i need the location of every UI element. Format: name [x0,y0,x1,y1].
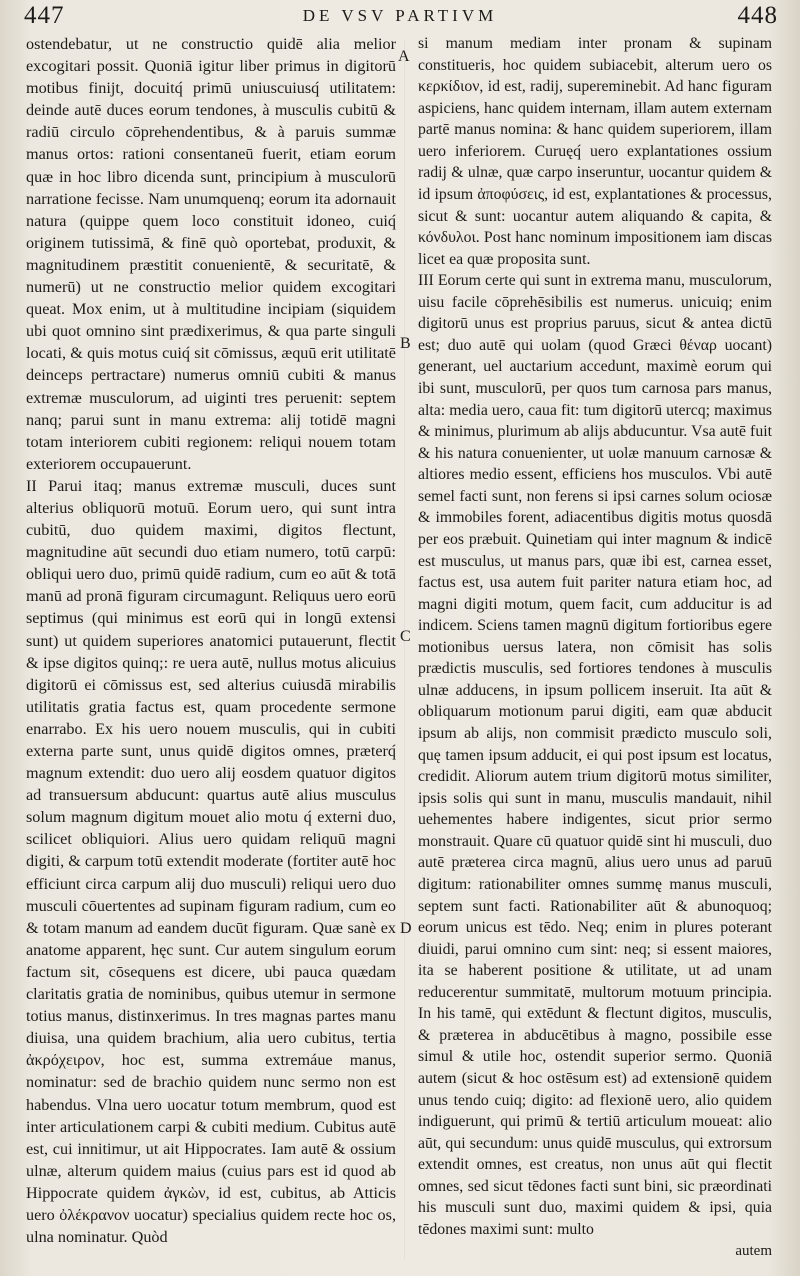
running-title: DE VSV PARTIVM [302,6,498,25]
paragraph-left-2: II Parui itaq; manus extremæ musculi, duces sunt alterius obliquorū motuū. Eorum uero, qui sunt intra cubitū, duo quidem maximi, digitos flectunt, magnitudine aūt secundi duo etiam numero, totū carpū: obliqui uero duo, primū quidē radium, cum eo aūt & totā manū ad pronā figuram circumagunt. Reliquus uero eorū septimus (qui minimus est eorū qui in longū extensi sunt) ut quidem superiores anatomici putauerunt, flectit & ipse digitos quinq;: re uera autē, nullus motus alicuius digitorū ei cōmissus est, sed alterius cuiusdā mirabilis utilitatis gratia factus est, quam procedente sermone enarrabo. Ex his uero nouem musculis, qui in cubiti externa parte sunt, unus quidē digitos omnes, præterq́ magnum extendit: duo uero alij eosdem quatuor digitos ad transuersum abducunt: quartus autē alius musculus solum magnum digitum mouet alio motu q́ externi duo, scilicet obliquiori. Alius uero quidam reliquū magni digiti, & carpum totū extendit moderate (fortiter autē hoc efficiunt circa carpum alij duo musculi) reliqui uero duo musculi cōuertentes ad supinam figuram radium, cum eo & totam manum ad eandem ducūt figuram. Quæ sanè ex anatome apparent, hęc sunt. Cur autem singulum eorum factum sit, cōsequens est dicere, ubi pauca quædam claritatis gratia de nominibus, quibus utemur in sermone totius manus, distinxerimus. In tres magnas partes manu diuisa, una quidem brachium, alia uero cubitus, tertia ἀκρόχειρον, hoc est, summa extremáue manus, nominatur: sed de brachio quidem nunc sermo non est habendus. Vlna uero uocatur totum membrum, quod est inter articulationem carpi & cubiti medium. Cubitus autē est, cui innitimur, ut ait Hippocrates. Iam autē & ossium ulnæ, alterum quidem maius (cuius pars est id quod ab Hippocrate quidem ἀγκὼν, id est, cubitus, ab Atticis uero ὀλέκρανον uocatur) specialius quidem recte hoc os, ulna nominatur. Quòd [26,476,396,1247]
paragraph-right-1: si manum mediam inter pronam & supinam constitueris, hoc quidem subiacebit, alterum uero os κερκίδιον, id est, radij, supereminebit. Ad hanc figuram aspiciens, hanc quidem internam, illam autem externam partē manus nomina: & hanc quidem superiorem, illam uero inferiorem. Curuęq́ uero explantationes ossium radij & ulnæ, quæ carpo inseruntur, uocantur quidem & id ipsum ἀποφύσεις, id est, explantationes & processus, sicut & sunt: uocantur autem aliquando & capita, & κόνδυλοι. Post hanc nominum impositionem iam discas licet ea quæ proposita sunt. [418,35,772,268]
left-text-column [26,33,396,1248]
page-header [0,2,800,36]
paragraph-left-1: ostendebatur, ut ne constructio quidē alia melior excogitari possit. Quoniā igitur liber primus in digitorū motibus finijt, docuitq́ primū uniuscuiusq́ utilitatem: deinde autē duces eorum tendones, à musculis cubitū & radiū circulo cōprehendentibus, & à paruis summæ manus ortos: rationi consentaneū fuerit, etiam eorum quæ in hoc libro dicenda sunt, principium à musculorū narratione fecisse. Nam unumquenq; eorum ita adornauit natura (quippe quem loco constituit idoneo, cuiq́ originem tutissimā, & finē quò oportebat, produxit, & magnitudinem præstitit conuenientē, & securitatē, & numerū) ut ne constructio melior quidem excogitari queat. Mox enim, ut à multitudine incipiam (siquidem ubi quot omnino sint prædixerimus, & qua parte singuli locati, & quis motus cuiq́ sit cōmissus, æquū erit utilitatē deinceps pertractare) numerus omniū cubiti & manus extremæ musculorum, ad uiginti tres peruenit: septem nanq; parui sunt in manu extrema: alij totidē magni totam interiorem cubiti regionem: reliqui nouem totam exteriorem occupauerunt. [26,35,396,473]
margin-marker-a: A [398,48,410,65]
margin-marker-b: B [400,335,411,352]
margin-marker-c: C [400,628,411,645]
paragraph-right-2: III Eorum certe qui sunt in extrema manu, musculorum, uisu facile cōprehēsibilis est numerus. unicuiq; enim digitorū unus est proprius paruus, sicut & antea dictū est; duo autē qui uolam (quod Græci θέναρ uocant) generant, uel auctarium accedunt, maximè eorum qui ibi sunt, musculorū, per quos tum carnosa pars manus, alta: media uero, caua fit: tum digitorū utercq; maximus & minimus, plurimum ab alijs abducuntur. Vsa autē fuit & his natura conuenienter, ut uolæ manuum carnosæ & altiores medio essent, efficiens hos musculos. Vbi autē semel facti sunt, non ferens si ipsi carnes solum ociosæ & immobiles forent, adiacentibus digitis motus quosdā per eos præbuit. Quinetiam qui inter magnum & indicē est musculus, ut manus pars, quæ ibi est, carnea esset, factus est, usa autem fuit pariter natura etiam hoc, ad magni digiti motum, quem facit, cum adducitur is ad indicem. Sciens tamen magnū digitum fortioribus egere motionibus uersus latera, non cōmisit has solis prædictis musculis, sed fortiores tendones à musculis ulnæ adducens, in ipsum pollicem inseruit. Ita aūt & obliquarum motionum parui digiti, eam quæ abducit ipsum ab alijs, non commisit prædicto musculo soli, quę tamen ipsum adducit, ei qui post ipsum est locatus, credidit. Aliorum autem trium digitorū motus similiter, ipsis solis qui sunt in manu, musculis mandauit, nihil uehementes habere indigentes, sicut prior sermo monstrauit. Quare cū quatuor quidē sint hi musculi, duo autē præterea circa magnū, alius uero unus ad paruū digitum: rationabiliter omnes summę manus musculi, septem sunt facti. Rationabiliter aūt & abunoquoq; eorum unicus est tēdo. Neq; enim in plures poterant diuidi, parui omnino cum sint: neq; si essent maiores, ita se haberent positione & utilitate, ut ad unam reducerentur summitatē, multorum motuum principia. In his tamē, qui extēdunt & flectunt digitos, musculis, & præterea in abducētibus à magno, possibile esse simul & utile hoc, ostendit superior sermo. Quoniā autem (sicut & hoc ostēsum est) ad extensionē quidem unus tendo cuiq; digito: ad flexionē uero, alio quidem indiguerunt, qui primū & tertiū articulum moueat: alio aūt, qui secundum: unus quidē musculus, qui extrorsum extendit omnes, est creatus, non unus aūt qui flectit omnes, sed sicut tēdones facti sunt bini, sic præordinati his musculi sunt duo, maximi quidem & ipsi, quia tēdones maximi sunt: multo [418,272,772,1238]
column-gutter [404,40,405,1260]
page-number-left: 447 [24,2,65,29]
right-text-column [418,33,772,1262]
catchword: autem [735,1242,772,1259]
margin-marker-d: D [400,920,412,937]
page-number-right: 448 [737,2,778,29]
